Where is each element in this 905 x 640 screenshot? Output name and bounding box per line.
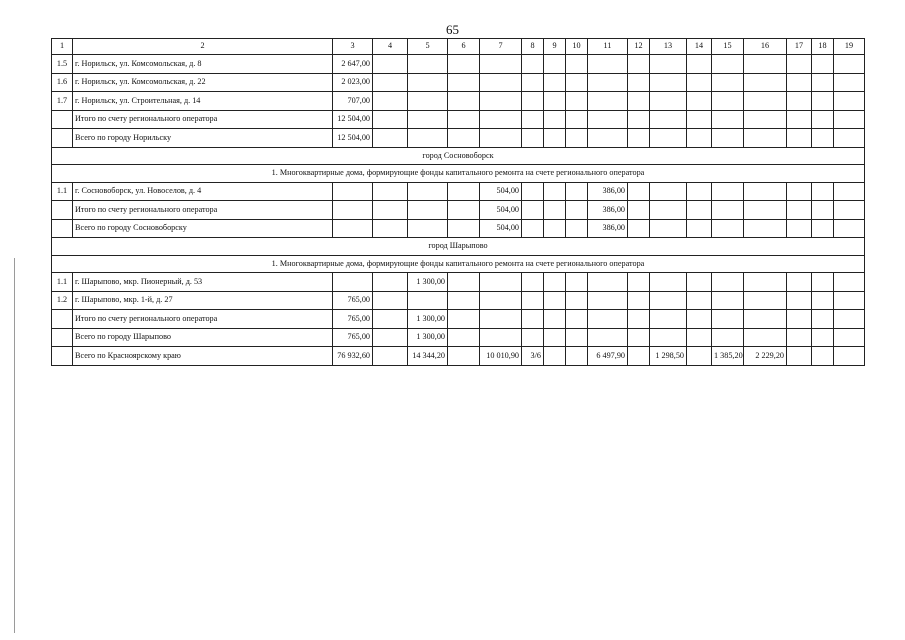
- value-cell: [812, 201, 834, 220]
- value-cell: [628, 201, 650, 220]
- value-cell: [812, 73, 834, 92]
- value-cell: 386,00: [588, 201, 628, 220]
- value-cell: [408, 182, 448, 201]
- value-cell: [408, 55, 448, 74]
- value-cell: [544, 73, 566, 92]
- value-cell: [744, 92, 787, 111]
- section-header-row: [52, 255, 865, 273]
- value-cell: [628, 273, 650, 292]
- value-cell: [522, 219, 544, 238]
- value-cell: [687, 182, 712, 201]
- value-cell: [373, 347, 408, 366]
- value-cell: [588, 291, 628, 310]
- value-cell: 6 497,90: [588, 347, 628, 366]
- value-cell: [566, 291, 588, 310]
- header-row: [52, 39, 865, 55]
- value-cell: [480, 273, 522, 292]
- value-cell: 504,00: [480, 201, 522, 220]
- value-cell: [544, 182, 566, 201]
- column-header: 13: [650, 39, 687, 55]
- value-cell: 504,00: [480, 182, 522, 201]
- report-table: [51, 38, 865, 366]
- value-cell: [628, 219, 650, 238]
- section-header-row: [52, 238, 865, 256]
- section-title: город Шарыпово: [52, 238, 865, 256]
- value-cell: [566, 219, 588, 238]
- table-row: [52, 55, 865, 74]
- value-cell: [834, 219, 865, 238]
- column-header: 12: [628, 39, 650, 55]
- value-cell: 12 504,00: [333, 129, 373, 148]
- row-name-cell: Итого по счету регионального оператора: [73, 201, 333, 220]
- value-cell: [712, 92, 744, 111]
- value-cell: [448, 92, 480, 111]
- value-cell: [650, 201, 687, 220]
- value-cell: [834, 201, 865, 220]
- value-cell: [787, 273, 812, 292]
- value-cell: [448, 219, 480, 238]
- value-cell: [812, 328, 834, 347]
- value-cell: [566, 73, 588, 92]
- table-row: [52, 273, 865, 292]
- row-number-cell: [52, 328, 73, 347]
- value-cell: [834, 273, 865, 292]
- value-cell: [787, 182, 812, 201]
- value-cell: [812, 182, 834, 201]
- value-cell: [712, 328, 744, 347]
- row-name-cell: Итого по счету регионального оператора: [73, 310, 333, 329]
- value-cell: [787, 310, 812, 329]
- value-cell: [373, 219, 408, 238]
- column-header: 2: [73, 39, 333, 55]
- value-cell: [544, 347, 566, 366]
- value-cell: [787, 73, 812, 92]
- row-number-cell: 1.6: [52, 73, 73, 92]
- value-cell: [812, 92, 834, 111]
- value-cell: [522, 328, 544, 347]
- value-cell: [687, 55, 712, 74]
- table-row: [52, 182, 865, 201]
- value-cell: [712, 310, 744, 329]
- value-cell: [744, 182, 787, 201]
- value-cell: [333, 273, 373, 292]
- value-cell: [787, 92, 812, 111]
- value-cell: [448, 73, 480, 92]
- table-row: [52, 219, 865, 238]
- value-cell: [812, 55, 834, 74]
- value-cell: [687, 219, 712, 238]
- value-cell: [650, 129, 687, 148]
- value-cell: [628, 129, 650, 148]
- value-cell: [650, 328, 687, 347]
- value-cell: [408, 92, 448, 111]
- value-cell: [650, 182, 687, 201]
- table-row: [52, 310, 865, 329]
- value-cell: 2 647,00: [333, 55, 373, 74]
- value-cell: 1 298,50: [650, 347, 687, 366]
- row-number-cell: 1.1: [52, 273, 73, 292]
- value-cell: [628, 110, 650, 129]
- value-cell: [712, 219, 744, 238]
- value-cell: [373, 328, 408, 347]
- value-cell: [712, 129, 744, 148]
- value-cell: [333, 219, 373, 238]
- value-cell: 765,00: [333, 310, 373, 329]
- column-header: 15: [712, 39, 744, 55]
- value-cell: [373, 201, 408, 220]
- column-header: 17: [787, 39, 812, 55]
- column-header: 5: [408, 39, 448, 55]
- value-cell: [480, 310, 522, 329]
- section-title: город Сосновоборск: [52, 147, 865, 165]
- value-cell: [544, 110, 566, 129]
- column-header: 19: [834, 39, 865, 55]
- value-cell: [544, 219, 566, 238]
- value-cell: [588, 110, 628, 129]
- row-number-cell: 1.7: [52, 92, 73, 111]
- value-cell: [448, 310, 480, 329]
- value-cell: [373, 73, 408, 92]
- value-cell: [480, 328, 522, 347]
- column-header: 16: [744, 39, 787, 55]
- value-cell: [744, 73, 787, 92]
- scan-artifact-line: [14, 258, 15, 633]
- value-cell: [544, 55, 566, 74]
- value-cell: [687, 273, 712, 292]
- value-cell: [448, 110, 480, 129]
- value-cell: [408, 73, 448, 92]
- value-cell: [373, 291, 408, 310]
- value-cell: [834, 291, 865, 310]
- value-cell: 504,00: [480, 219, 522, 238]
- value-cell: [650, 310, 687, 329]
- table-row: [52, 92, 865, 111]
- value-cell: [628, 310, 650, 329]
- row-name-cell: Всего по городу Шарыпово: [73, 328, 333, 347]
- value-cell: [544, 310, 566, 329]
- value-cell: [712, 55, 744, 74]
- row-name-cell: г. Сосновоборск, ул. Новоселов, д. 4: [73, 182, 333, 201]
- value-cell: [687, 347, 712, 366]
- value-cell: [373, 310, 408, 329]
- value-cell: [480, 291, 522, 310]
- value-cell: [522, 182, 544, 201]
- value-cell: [480, 73, 522, 92]
- column-header: 1: [52, 39, 73, 55]
- value-cell: [566, 55, 588, 74]
- column-header: 8: [522, 39, 544, 55]
- value-cell: [522, 92, 544, 111]
- value-cell: [650, 92, 687, 111]
- value-cell: [408, 129, 448, 148]
- value-cell: [588, 328, 628, 347]
- table-row: [52, 201, 865, 220]
- column-header: 10: [566, 39, 588, 55]
- row-number-cell: 1.1: [52, 182, 73, 201]
- value-cell: 2 023,00: [333, 73, 373, 92]
- value-cell: [544, 129, 566, 148]
- value-cell: [628, 347, 650, 366]
- value-cell: [373, 92, 408, 111]
- value-cell: [812, 310, 834, 329]
- value-cell: [522, 55, 544, 74]
- value-cell: [834, 347, 865, 366]
- value-cell: [787, 201, 812, 220]
- value-cell: [744, 291, 787, 310]
- row-number-cell: 1.5: [52, 55, 73, 74]
- value-cell: [480, 110, 522, 129]
- value-cell: [787, 291, 812, 310]
- value-cell: [712, 291, 744, 310]
- value-cell: [712, 273, 744, 292]
- value-cell: [812, 347, 834, 366]
- value-cell: [787, 347, 812, 366]
- value-cell: 1 300,00: [408, 310, 448, 329]
- row-name-cell: г. Шарыпово, мкр. 1-й, д. 27: [73, 291, 333, 310]
- value-cell: [628, 328, 650, 347]
- value-cell: [373, 55, 408, 74]
- column-header: 4: [373, 39, 408, 55]
- row-number-cell: [52, 219, 73, 238]
- value-cell: [448, 291, 480, 310]
- value-cell: [333, 201, 373, 220]
- value-cell: [566, 273, 588, 292]
- value-cell: [408, 201, 448, 220]
- value-cell: [566, 182, 588, 201]
- value-cell: 1 385,20: [712, 347, 744, 366]
- value-cell: [834, 73, 865, 92]
- value-cell: [566, 310, 588, 329]
- section-title: 1. Многоквартирные дома, формирующие фонды капитального ремонта на счете регионального оператора: [52, 255, 865, 273]
- value-cell: [544, 92, 566, 111]
- value-cell: [834, 55, 865, 74]
- value-cell: [744, 328, 787, 347]
- value-cell: [650, 219, 687, 238]
- value-cell: [834, 129, 865, 148]
- value-cell: [448, 273, 480, 292]
- value-cell: [812, 129, 834, 148]
- row-name-cell: Всего по городу Сосновоборску: [73, 219, 333, 238]
- column-header: 7: [480, 39, 522, 55]
- value-cell: [650, 110, 687, 129]
- value-cell: [687, 291, 712, 310]
- value-cell: [628, 291, 650, 310]
- value-cell: [744, 310, 787, 329]
- value-cell: [544, 291, 566, 310]
- value-cell: [448, 129, 480, 148]
- value-cell: 765,00: [333, 291, 373, 310]
- table-row: [52, 291, 865, 310]
- value-cell: 386,00: [588, 219, 628, 238]
- value-cell: [628, 73, 650, 92]
- value-cell: [650, 273, 687, 292]
- value-cell: [408, 219, 448, 238]
- value-cell: 10 010,90: [480, 347, 522, 366]
- value-cell: [373, 110, 408, 129]
- value-cell: [650, 73, 687, 92]
- value-cell: [787, 110, 812, 129]
- page-number: 65: [446, 22, 459, 37]
- value-cell: 1 300,00: [408, 328, 448, 347]
- table-row: [52, 110, 865, 129]
- value-cell: [373, 129, 408, 148]
- value-cell: 386,00: [588, 182, 628, 201]
- value-cell: [812, 219, 834, 238]
- value-cell: [408, 110, 448, 129]
- value-cell: [744, 201, 787, 220]
- value-cell: [408, 291, 448, 310]
- value-cell: [787, 328, 812, 347]
- value-cell: [448, 182, 480, 201]
- value-cell: [448, 55, 480, 74]
- row-name-cell: Итого по счету регионального оператора: [73, 110, 333, 129]
- value-cell: [687, 110, 712, 129]
- value-cell: [480, 129, 522, 148]
- value-cell: [812, 273, 834, 292]
- value-cell: [834, 310, 865, 329]
- value-cell: [566, 92, 588, 111]
- value-cell: [812, 291, 834, 310]
- value-cell: [687, 129, 712, 148]
- value-cell: [834, 110, 865, 129]
- row-name-cell: г. Норильск, ул. Комсомольская, д. 22: [73, 73, 333, 92]
- value-cell: [628, 55, 650, 74]
- value-cell: [834, 92, 865, 111]
- value-cell: [544, 328, 566, 347]
- value-cell: [744, 219, 787, 238]
- value-cell: [448, 328, 480, 347]
- value-cell: [628, 92, 650, 111]
- value-cell: [687, 92, 712, 111]
- value-cell: [650, 55, 687, 74]
- value-cell: [687, 310, 712, 329]
- row-name-cell: г. Шарыпово, мкр. Пионерный, д. 53: [73, 273, 333, 292]
- value-cell: [687, 328, 712, 347]
- value-cell: [373, 182, 408, 201]
- value-cell: [522, 110, 544, 129]
- value-cell: [687, 73, 712, 92]
- value-cell: 3/6: [522, 347, 544, 366]
- value-cell: [544, 201, 566, 220]
- column-header: 9: [544, 39, 566, 55]
- row-number-cell: [52, 310, 73, 329]
- value-cell: [588, 273, 628, 292]
- value-cell: [787, 129, 812, 148]
- value-cell: 76 932,60: [333, 347, 373, 366]
- row-name-cell: Всего по Красноярскому краю: [73, 347, 333, 366]
- value-cell: [566, 201, 588, 220]
- value-cell: [588, 310, 628, 329]
- value-cell: 707,00: [333, 92, 373, 111]
- section-title: 1. Многоквартирные дома, формирующие фонды капитального ремонта на счете регионального оператора: [52, 165, 865, 183]
- column-header: 6: [448, 39, 480, 55]
- value-cell: [373, 273, 408, 292]
- value-cell: [650, 291, 687, 310]
- value-cell: [712, 182, 744, 201]
- row-number-cell: [52, 129, 73, 148]
- value-cell: [812, 110, 834, 129]
- table-row: [52, 328, 865, 347]
- value-cell: [522, 310, 544, 329]
- value-cell: [448, 201, 480, 220]
- table-row: [52, 73, 865, 92]
- value-cell: [566, 129, 588, 148]
- value-cell: [522, 291, 544, 310]
- table-row: [52, 129, 865, 148]
- value-cell: [744, 110, 787, 129]
- column-header: 3: [333, 39, 373, 55]
- value-cell: 2 229,20: [744, 347, 787, 366]
- table-row: [52, 347, 865, 366]
- column-header: 14: [687, 39, 712, 55]
- value-cell: [333, 182, 373, 201]
- row-number-cell: [52, 110, 73, 129]
- value-cell: [522, 201, 544, 220]
- value-cell: 14 344,20: [408, 347, 448, 366]
- row-number-cell: [52, 347, 73, 366]
- value-cell: [787, 55, 812, 74]
- value-cell: [522, 273, 544, 292]
- value-cell: [522, 73, 544, 92]
- value-cell: [566, 347, 588, 366]
- value-cell: [588, 55, 628, 74]
- section-header-row: [52, 165, 865, 183]
- value-cell: [687, 201, 712, 220]
- value-cell: [588, 73, 628, 92]
- value-cell: [744, 129, 787, 148]
- section-header-row: [52, 147, 865, 165]
- value-cell: 1 300,00: [408, 273, 448, 292]
- value-cell: [834, 182, 865, 201]
- value-cell: [834, 328, 865, 347]
- row-number-cell: [52, 201, 73, 220]
- value-cell: [566, 328, 588, 347]
- column-header: 11: [588, 39, 628, 55]
- column-header: 18: [812, 39, 834, 55]
- value-cell: 12 504,00: [333, 110, 373, 129]
- row-name-cell: г. Норильск, ул. Комсомольская, д. 8: [73, 55, 333, 74]
- table-body: [52, 39, 865, 366]
- value-cell: [712, 110, 744, 129]
- value-cell: [588, 129, 628, 148]
- value-cell: [544, 273, 566, 292]
- row-number-cell: 1.2: [52, 291, 73, 310]
- value-cell: [448, 347, 480, 366]
- value-cell: [744, 273, 787, 292]
- value-cell: [628, 182, 650, 201]
- value-cell: 765,00: [333, 328, 373, 347]
- value-cell: [588, 92, 628, 111]
- value-cell: [712, 201, 744, 220]
- value-cell: [744, 55, 787, 74]
- value-cell: [522, 129, 544, 148]
- value-cell: [712, 73, 744, 92]
- value-cell: [480, 92, 522, 111]
- value-cell: [787, 219, 812, 238]
- row-name-cell: Всего по городу Норильску: [73, 129, 333, 148]
- value-cell: [566, 110, 588, 129]
- value-cell: [480, 55, 522, 74]
- row-name-cell: г. Норильск, ул. Строительная, д. 14: [73, 92, 333, 111]
